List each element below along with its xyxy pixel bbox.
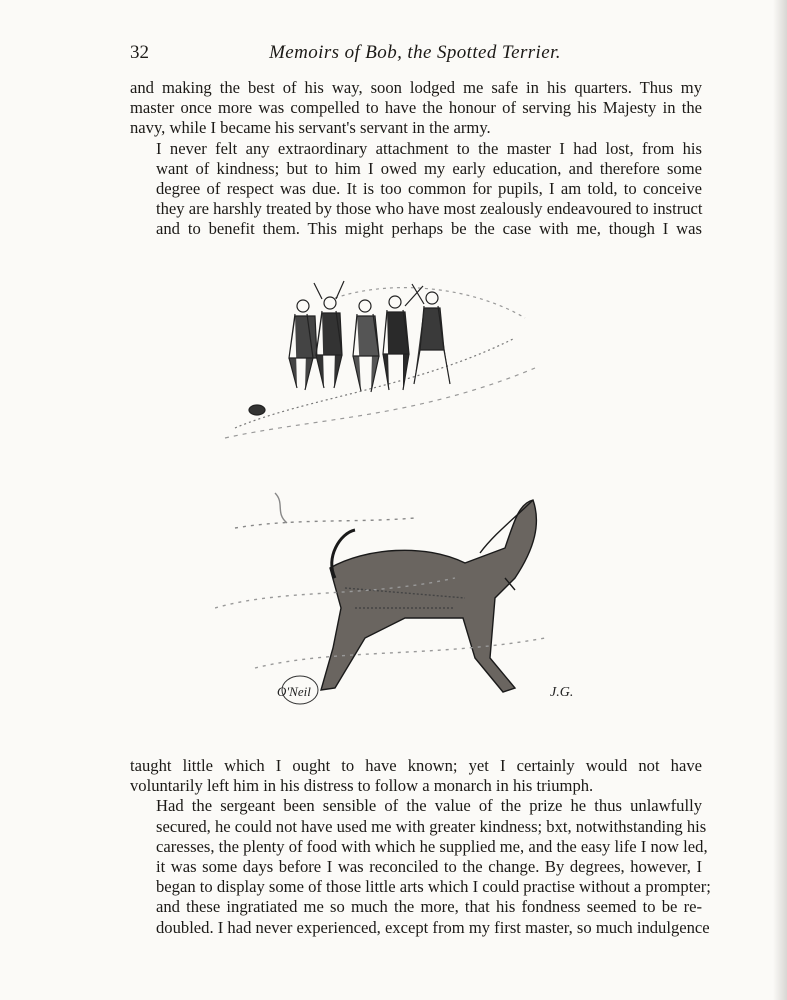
text-line: Had the sergeant been sensible of the value of the prize he thus unlawfully: [156, 796, 702, 816]
text-line: want of kindness; but to him I owed my early education, and therefore some: [156, 158, 702, 178]
page-header: [130, 42, 700, 68]
text-line: master once more was compelled to have the honour of serving his Majesty in the: [130, 98, 702, 118]
hat: [249, 405, 265, 415]
text-line: and to benefit them. This might perhaps be the case with me, though I was: [156, 219, 702, 239]
body-text-top: [130, 78, 702, 240]
text-line: began to display some of those little arts which I could practise without a prompter;: [156, 877, 711, 897]
body-text-bottom: [130, 756, 711, 938]
signature-jg: J.G.: [550, 685, 574, 700]
text-line: voluntarily left him in his distress to follow a monarch in his triumph.: [130, 776, 594, 796]
text-line: and these ingratiated me so much the more, that his fondness seemed to be re-: [156, 897, 702, 917]
text-line: navy, while I became his servant's servant in the army.: [130, 118, 491, 138]
text-line: it was some days before I was reconciled to the change. By degrees, however, I: [156, 857, 702, 877]
text-line: degree of respect was due. It is too common for pupils, I am told, to conceive: [156, 179, 702, 199]
figure: [289, 300, 317, 390]
text-line: secured, he could not have used me with greater kindness; bxt, notwithstanding his: [156, 816, 707, 836]
dog: [215, 493, 545, 692]
engraving-illustration: [215, 278, 590, 718]
text-line: I never felt any extraordinary attachment to the master I had lost, from his: [156, 138, 702, 158]
figure: [314, 281, 344, 388]
text-line: and making the best of his way, soon lodged me safe in his quarters. Thus my: [130, 78, 702, 97]
figure: [383, 286, 423, 390]
paragraph: [130, 78, 702, 139]
figure: [412, 284, 450, 384]
paragraph: [130, 756, 702, 796]
text-line: they are harshly treated by those who have most zealously endeavoured to instruct: [156, 199, 703, 219]
paragraph: [130, 139, 702, 240]
page-number: 32: [130, 42, 149, 63]
signature-oneil: [277, 676, 318, 704]
page-edge-shadow: [773, 0, 787, 1000]
crowd-scene: [225, 281, 535, 438]
text-line: caresses, the plenty of food with which he supplied me, and the easy life I now led,: [156, 836, 708, 856]
paragraph: [130, 796, 711, 937]
text-line: doubled. I had never experienced, except from my first master, so much indulgence: [156, 917, 710, 937]
figure: [353, 300, 379, 392]
running-title: Memoirs of Bob, the Spotted Terrier.: [269, 42, 561, 63]
svg-text:O'Neil: O'Neil: [277, 684, 311, 699]
text-line: taught little which I ought to have known; yet I certainly would not have: [130, 756, 702, 775]
